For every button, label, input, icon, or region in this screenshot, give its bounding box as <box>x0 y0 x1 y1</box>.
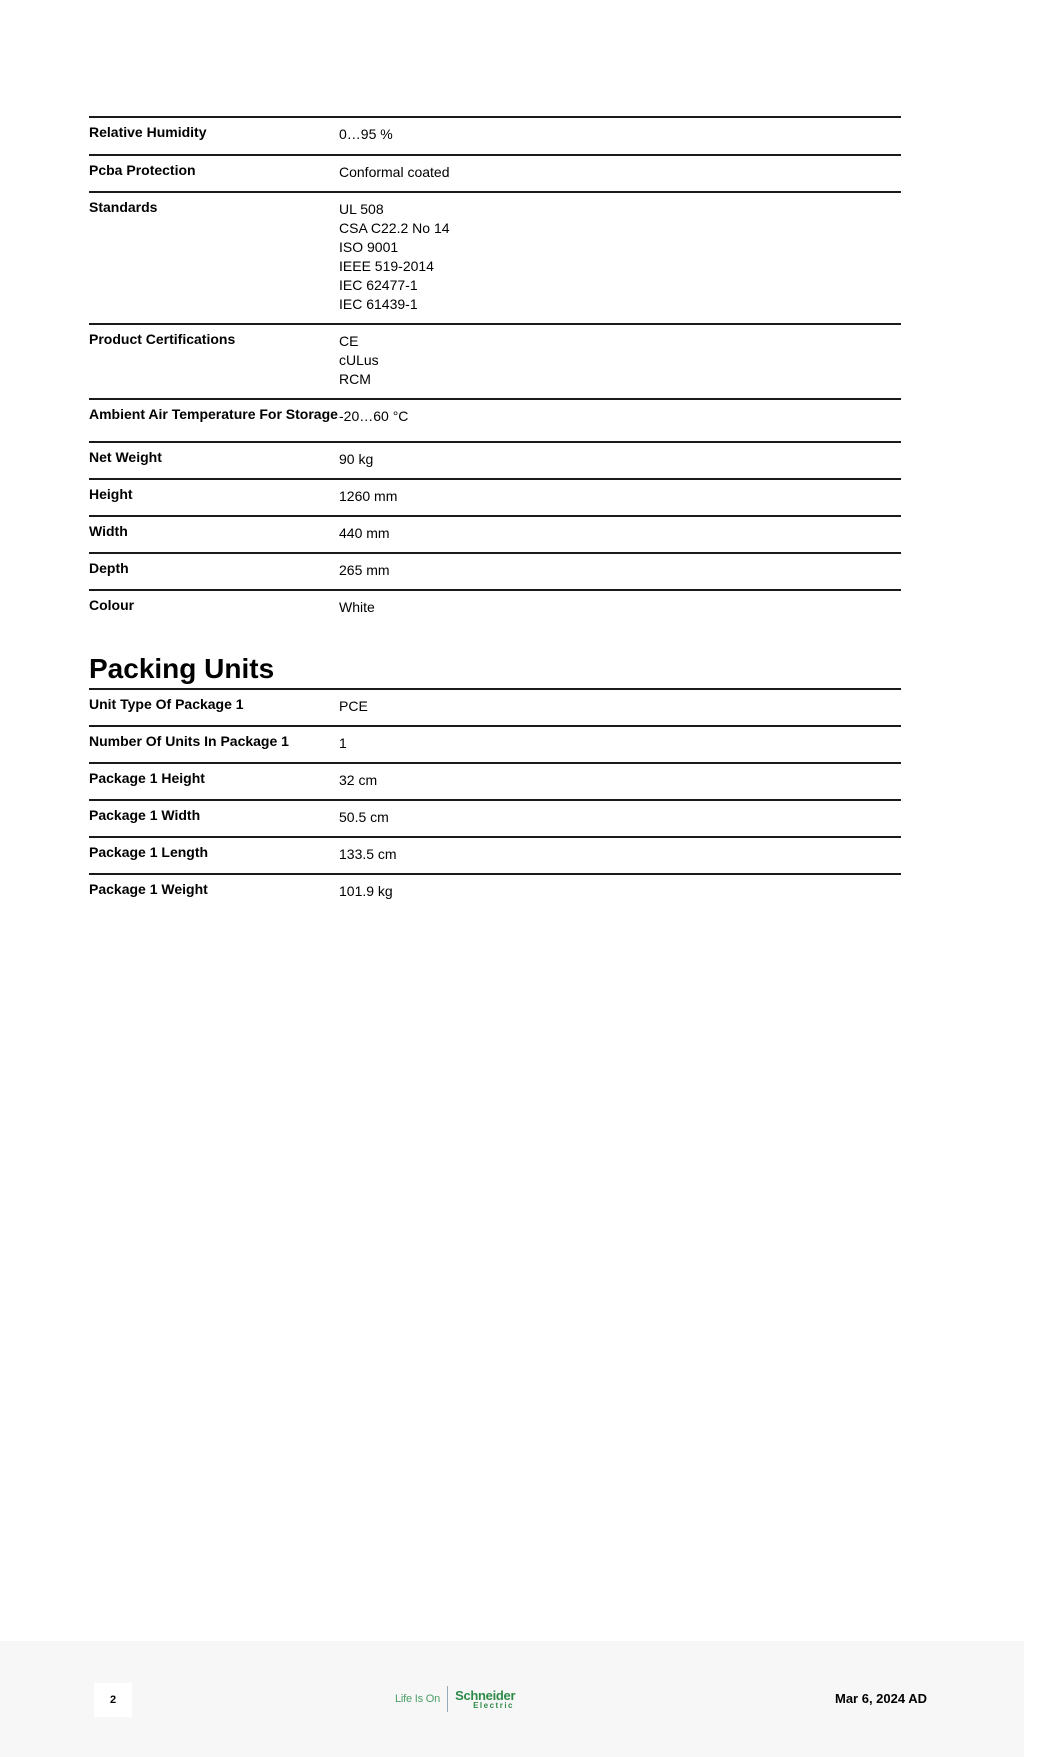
spec-label: Ambient Air Temperature For Storage <box>89 406 338 422</box>
schneider-electric-logo <box>395 1684 535 1714</box>
spec-label: Pcba Protection <box>89 162 196 178</box>
packing-units-table <box>89 688 901 910</box>
spec-label: Product Certifications <box>89 331 236 347</box>
spec-row <box>89 116 901 154</box>
packing-value: 32 cm <box>339 772 378 788</box>
packing-row <box>89 725 901 762</box>
packing-row <box>89 688 901 725</box>
spec-row <box>89 398 901 441</box>
section-title-packing-units: Packing Units <box>89 653 275 684</box>
packing-row <box>89 762 901 799</box>
spec-value: 1260 mm <box>339 488 398 504</box>
spec-value: 440 mm <box>339 525 390 541</box>
spec-value: UL 508 CSA C22.2 No 14 ISO 9001 IEEE 519-2014 IEC 62477-1 IEC 61439-1 <box>339 201 450 312</box>
logo-divider <box>447 1686 448 1712</box>
spec-row <box>89 478 901 515</box>
spec-value: 265 mm <box>339 562 390 578</box>
spec-value: CE cULus RCM <box>339 333 379 387</box>
spec-label: Net Weight <box>89 449 162 465</box>
logo-tagline: Life Is On <box>395 1693 441 1705</box>
specifications-table <box>89 116 901 626</box>
logo-brand <box>455 1689 515 1710</box>
document-date: Mar 6, 2024 AD <box>835 1691 928 1706</box>
spec-label: Colour <box>89 597 135 613</box>
packing-value: 1 <box>339 735 347 751</box>
spec-value: Conformal coated <box>339 164 450 180</box>
spec-row <box>89 323 901 398</box>
packing-label: Package 1 Length <box>89 844 209 860</box>
spec-value: 90 kg <box>339 451 374 467</box>
page-footer <box>0 1641 1024 1757</box>
logo-brand-sub: Electric <box>473 1700 514 1710</box>
spec-value: White <box>339 599 375 615</box>
packing-label: Number Of Units In Package 1 <box>89 733 289 749</box>
spec-label: Width <box>89 523 128 539</box>
spec-row <box>89 589 901 626</box>
packing-row <box>89 836 901 873</box>
spec-row <box>89 552 901 589</box>
page-number: 2 <box>94 1683 132 1717</box>
packing-label: Package 1 Weight <box>89 881 208 897</box>
spec-row <box>89 154 901 191</box>
packing-row <box>89 799 901 836</box>
packing-value: 133.5 cm <box>339 846 397 862</box>
spec-label: Depth <box>89 560 129 576</box>
spec-row <box>89 191 901 323</box>
packing-label: Unit Type Of Package 1 <box>89 696 244 712</box>
spec-label: Relative Humidity <box>89 124 207 140</box>
spec-row <box>89 441 901 478</box>
spec-value: 0…95 % <box>339 126 393 142</box>
spec-label: Standards <box>89 199 158 215</box>
packing-value: 101.9 kg <box>339 883 393 899</box>
spec-value: -20…60 °C <box>339 408 409 424</box>
packing-label: Package 1 Width <box>89 807 201 823</box>
spec-label: Height <box>89 486 133 502</box>
packing-label: Package 1 Height <box>89 770 205 786</box>
packing-value: 50.5 cm <box>339 809 389 825</box>
packing-value: PCE <box>339 698 368 714</box>
packing-row <box>89 873 901 910</box>
logo-brand-name: Schneider <box>455 1687 516 1703</box>
spec-row <box>89 515 901 552</box>
